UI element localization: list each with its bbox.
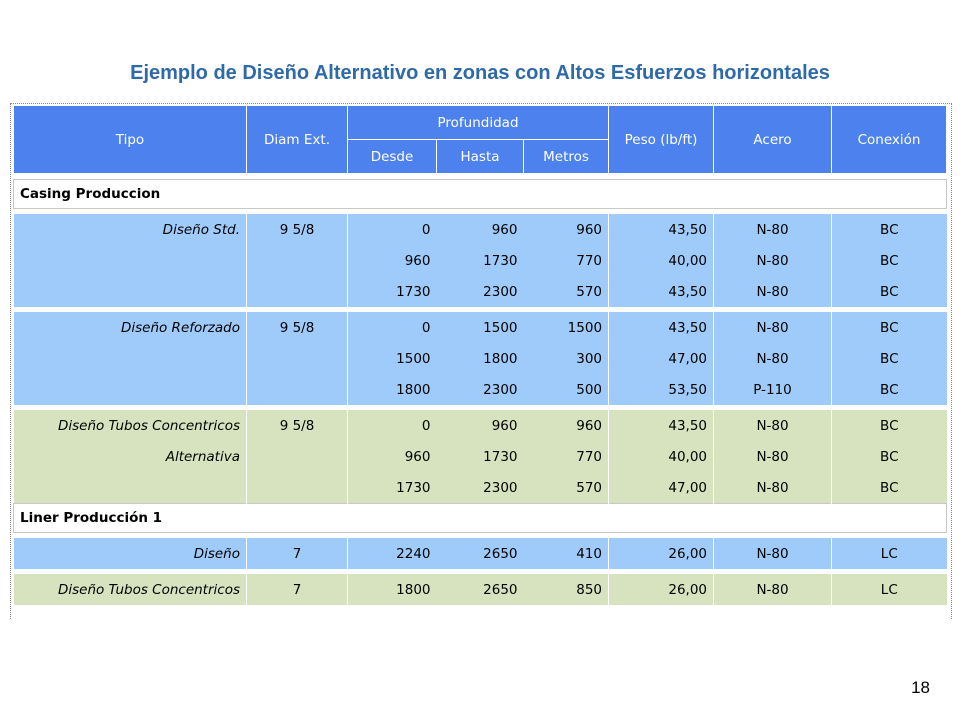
cell-acero: N-80 (714, 574, 832, 605)
cell-diam (247, 245, 348, 276)
cell-diam (247, 276, 348, 307)
cell-peso: 53,50 (609, 374, 714, 405)
cell-desde: 0 (348, 214, 437, 245)
col-header-tipo: Tipo (14, 106, 247, 174)
cell-conexion: BC (832, 276, 947, 307)
cell-hasta: 1500 (437, 312, 524, 343)
col-header-conexion: Conexión (832, 106, 947, 174)
table-row (14, 343, 947, 374)
cell-desde: 1730 (348, 472, 437, 504)
cell-diam (247, 374, 348, 405)
cell-metros: 570 (524, 276, 609, 307)
col-header-desde: Desde (348, 140, 437, 174)
cell-tipo (14, 343, 247, 374)
cell-metros: 960 (524, 410, 609, 441)
cell-diam: 9 5/8 (247, 214, 348, 245)
cell-peso: 43,50 (609, 410, 714, 441)
page-title: Ejemplo de Diseño Alternativo en zonas con Altos Esfuerzos horizontales (130, 62, 830, 84)
cell-desde: 960 (348, 441, 437, 472)
cell-acero: N-80 (714, 245, 832, 276)
col-header-peso: Peso (lb/ft) (609, 106, 714, 174)
cell-desde: 0 (348, 410, 437, 441)
table-row (14, 276, 947, 307)
cell-peso: 43,50 (609, 276, 714, 307)
cell-acero: N-80 (714, 441, 832, 472)
table-row (14, 312, 947, 343)
cell-tipo: Alternativa (14, 441, 247, 472)
cell-diam: 9 5/8 (247, 410, 348, 441)
cell-tipo: Diseño Tubos Concentricos (14, 574, 247, 605)
cell-hasta: 2650 (437, 574, 524, 605)
cell-conexion: BC (832, 343, 947, 374)
cell-peso: 26,00 (609, 574, 714, 605)
cell-hasta: 1800 (437, 343, 524, 374)
casing-design-table (13, 105, 947, 605)
cell-conexion: BC (832, 312, 947, 343)
cell-conexion: LC (832, 538, 947, 569)
cell-diam: 9 5/8 (247, 312, 348, 343)
cell-conexion: BC (832, 374, 947, 405)
cell-hasta: 1730 (437, 441, 524, 472)
cell-metros: 300 (524, 343, 609, 374)
cell-tipo: Diseño Tubos Concentricos (14, 410, 247, 441)
table-body (14, 174, 947, 606)
section-casing-produccion: Casing Produccion (14, 180, 947, 209)
cell-hasta: 960 (437, 214, 524, 245)
cell-peso: 43,50 (609, 312, 714, 343)
cell-hasta: 2300 (437, 276, 524, 307)
cell-tipo (14, 245, 247, 276)
table-row (14, 538, 947, 569)
cell-desde: 0 (348, 312, 437, 343)
cell-desde: 1800 (348, 574, 437, 605)
cell-diam: 7 (247, 538, 348, 569)
cell-acero: N-80 (714, 538, 832, 569)
col-header-metros: Metros (524, 140, 609, 174)
cell-acero: N-80 (714, 410, 832, 441)
cell-desde: 1800 (348, 374, 437, 405)
cell-diam: 7 (247, 574, 348, 605)
section-liner-produccion: Liner Producción 1 (14, 504, 947, 533)
cell-conexion: BC (832, 441, 947, 472)
cell-conexion: BC (832, 214, 947, 245)
cell-peso: 47,00 (609, 472, 714, 504)
cell-metros: 960 (524, 214, 609, 245)
cell-acero: P-110 (714, 374, 832, 405)
table-row (14, 574, 947, 605)
cell-acero: N-80 (714, 214, 832, 245)
cell-conexion: BC (832, 472, 947, 504)
cell-desde: 1730 (348, 276, 437, 307)
cell-conexion: LC (832, 574, 947, 605)
table-row (14, 472, 947, 504)
col-header-acero: Acero (714, 106, 832, 174)
cell-diam (247, 472, 348, 504)
cell-conexion: BC (832, 410, 947, 441)
cell-desde: 960 (348, 245, 437, 276)
cell-hasta: 2650 (437, 538, 524, 569)
cell-desde: 2240 (348, 538, 437, 569)
cell-metros: 410 (524, 538, 609, 569)
cell-tipo (14, 472, 247, 504)
cell-diam (247, 343, 348, 374)
cell-acero: N-80 (714, 312, 832, 343)
cell-tipo: Diseño Reforzado (14, 312, 247, 343)
cell-conexion: BC (832, 245, 947, 276)
cell-metros: 1500 (524, 312, 609, 343)
cell-metros: 500 (524, 374, 609, 405)
table-row (14, 374, 947, 405)
cell-tipo (14, 374, 247, 405)
cell-peso: 26,00 (609, 538, 714, 569)
table-row (14, 245, 947, 276)
table-row (14, 214, 947, 245)
page-number: 18 (911, 678, 930, 697)
table-row (14, 441, 947, 472)
cell-hasta: 2300 (437, 374, 524, 405)
cell-diam (247, 441, 348, 472)
cell-peso: 43,50 (609, 214, 714, 245)
cell-peso: 40,00 (609, 245, 714, 276)
table-row (14, 410, 947, 441)
cell-desde: 1500 (348, 343, 437, 374)
cell-acero: N-80 (714, 472, 832, 504)
cell-peso: 40,00 (609, 441, 714, 472)
cell-tipo: Diseño Std. (14, 214, 247, 245)
cell-metros: 770 (524, 245, 609, 276)
cell-hasta: 960 (437, 410, 524, 441)
col-header-hasta: Hasta (437, 140, 524, 174)
cell-acero: N-80 (714, 276, 832, 307)
col-header-diam: Diam Ext. (247, 106, 348, 174)
cell-metros: 770 (524, 441, 609, 472)
cell-tipo: Diseño (14, 538, 247, 569)
cell-acero: N-80 (714, 343, 832, 374)
cell-tipo (14, 276, 247, 307)
table-header (14, 106, 947, 174)
col-header-profundidad: Profundidad (348, 106, 609, 140)
cell-metros: 850 (524, 574, 609, 605)
cell-hasta: 1730 (437, 245, 524, 276)
cell-hasta: 2300 (437, 472, 524, 504)
cell-metros: 570 (524, 472, 609, 504)
cell-peso: 47,00 (609, 343, 714, 374)
